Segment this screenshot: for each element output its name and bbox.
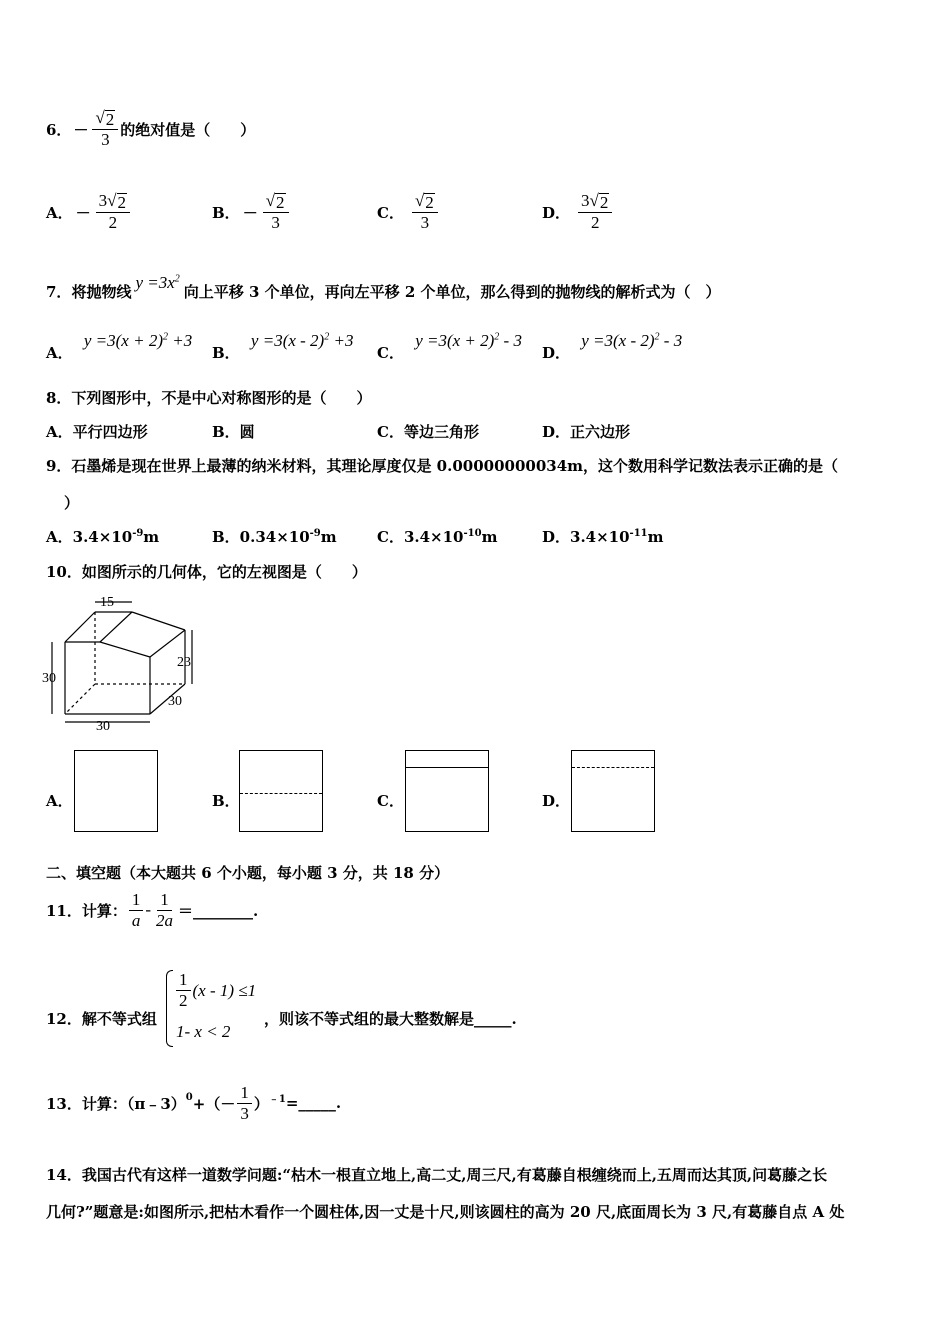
option-expr: y =3(x + 2) — [415, 331, 495, 350]
frac-num: 1 — [129, 890, 144, 911]
q13-mid: +（－ — [192, 1094, 236, 1113]
q8-option-c[interactable]: C．等边三角形 — [377, 423, 479, 441]
question-8: 8．下列图形中，不是中心对称图形的是（ ） — [46, 389, 372, 407]
frac-den: 3 — [420, 213, 430, 232]
edge — [100, 612, 132, 642]
frac-den: 2 — [590, 213, 600, 232]
option-label: D． — [542, 203, 571, 222]
q8-option-b[interactable]: B．圆 — [212, 423, 255, 441]
q10-option-d-label[interactable]: D． — [542, 792, 571, 810]
option-exp: 2 — [162, 331, 168, 343]
q13-close: ） — [253, 1094, 269, 1113]
q7-formula-base: y =3x — [135, 273, 175, 292]
q6-text: 的绝对值是（ ） — [120, 120, 256, 139]
question-7 — [46, 272, 721, 310]
option-sign: － — [242, 203, 258, 222]
question-6 — [46, 103, 255, 155]
frac-radicand: 2 — [599, 193, 609, 212]
q8-option-a[interactable]: A．平行四边形 — [46, 423, 148, 441]
q10-option-b-hidden-line — [240, 793, 322, 794]
option-tail: - 3 — [659, 331, 683, 350]
option-label: D．3.4×10 — [542, 528, 630, 546]
option-exp: 2 — [324, 331, 330, 343]
option-exp: -11 — [629, 528, 648, 539]
edge — [132, 612, 185, 630]
option-tail: - 3 — [499, 331, 522, 350]
option-fraction: 3 √ 2 2 — [96, 191, 130, 233]
q10-option-d-hidden-line — [572, 767, 654, 768]
q6-number: 6． — [46, 120, 72, 139]
option-tail: +3 — [167, 331, 193, 350]
q11-minus: - — [145, 900, 152, 919]
option-expr: y =3(x - 2) — [581, 331, 655, 350]
q13-prefix: 13．计算：（π﹣3） — [46, 1094, 186, 1113]
q11-prefix: 11．计算： — [46, 901, 127, 920]
edge — [65, 612, 95, 642]
frac-den: 3 — [271, 213, 280, 232]
q8-option-d[interactable]: D．正六边形 — [542, 423, 631, 441]
option-fraction: √ 2 3 — [263, 191, 289, 233]
q6-fraction: √ 2 3 — [92, 108, 118, 150]
frac-coef: 3 — [98, 191, 108, 210]
q11-suffix: ＝________. — [178, 901, 259, 920]
frac-den: 3 — [240, 1103, 249, 1123]
q6-option-c[interactable] — [377, 186, 440, 238]
question-10: 10．如图所示的几何体，它的左视图是（ ） — [46, 563, 367, 581]
option-label: B． — [212, 344, 240, 362]
frac-den: a — [131, 910, 141, 930]
option-fraction: 3 √ 2 2 — [578, 191, 612, 233]
question-9: 9．石墨烯是现在世界上最薄的纳米材料，其理论厚度仅是 0.00000000034m，这个数用科学记数法表示正确的是（ — [46, 457, 839, 475]
option-label: D． — [542, 344, 571, 362]
q7-formula-exp: 2 — [174, 273, 180, 285]
option-label: A． — [46, 203, 73, 222]
question-13 — [46, 1078, 341, 1128]
option-fraction: √ 2 3 — [412, 191, 438, 233]
frac-den: 2 — [108, 213, 118, 232]
q9-option-b[interactable] — [212, 526, 337, 547]
option-label: C． — [377, 344, 404, 362]
edge — [150, 630, 185, 657]
q10-option-c-visible-line — [406, 767, 488, 768]
q7-option-b[interactable] — [212, 330, 353, 360]
q6-option-a[interactable] — [46, 186, 132, 238]
option-exp: 2 — [654, 331, 660, 343]
q7-formula — [135, 273, 179, 293]
option-unit: m — [481, 528, 498, 546]
option-label: B． — [212, 203, 240, 222]
frac-num: 1 — [176, 970, 191, 991]
q10-solid-figure — [40, 592, 200, 734]
q12-line-1 — [174, 970, 256, 1011]
frac-coef: 3 — [581, 191, 590, 210]
q12-line-1-rest: (x - 1) ≤1 — [192, 980, 257, 1000]
q10-option-c-label[interactable]: C． — [377, 792, 404, 810]
frac-den: 2 — [179, 991, 188, 1010]
q11-fraction-2 — [153, 890, 176, 931]
question-14-line-1: 14．我国古代有这样一道数学问题:“枯木一根直立地上,高二丈,周三尺,有葛藤自根缠绕而上,五周而达其顶,问葛藤之长 — [46, 1166, 828, 1184]
q7-text-before: 将抛物线 — [71, 282, 132, 301]
q7-text-after: 向上平移 3 个单位，再向左平移 2 个单位，那么得到的抛物线的解析式为（ ） — [183, 282, 721, 301]
frac-num: 1 — [237, 1083, 252, 1104]
q7-number: 7． — [46, 282, 72, 301]
q12-suffix: ，则该不等式组的最大整数解是_____. — [264, 1010, 517, 1028]
q13-exp0: 0 — [185, 1091, 193, 1103]
option-unit: m — [143, 528, 160, 546]
option-sign: － — [75, 203, 91, 222]
q7-option-d[interactable] — [542, 330, 682, 360]
q10-option-a-figure[interactable] — [74, 750, 158, 832]
q7-option-c[interactable] — [377, 330, 522, 360]
frac-radicand: 2 — [117, 193, 126, 212]
q12-line-2: 1- x < 2 — [176, 1022, 231, 1041]
q6-frac-den: 3 — [101, 130, 110, 149]
option-label: C．3.4×10 — [377, 528, 464, 546]
question-14-line-2: 几何?”题意是:如图所示,把枯木看作一个圆柱体,因一丈是十尺,则该圆柱的高为 20 尺,底面周长为 3 尺,有葛藤自点 A 处 — [46, 1203, 845, 1221]
question-9-cont: ） — [64, 494, 80, 512]
q11-fraction-1 — [129, 890, 144, 931]
dim-top: 15 — [100, 595, 114, 610]
option-unit: m — [647, 528, 664, 546]
option-expr: y =3(x + 2) — [83, 331, 163, 350]
frac-radicand: 2 — [276, 193, 285, 212]
q13-exp1: ﹣1 — [268, 1093, 286, 1105]
option-exp: -9 — [309, 528, 321, 539]
q10-option-b-figure[interactable] — [239, 750, 323, 832]
q13-fraction — [237, 1083, 252, 1124]
dim-right-mid: 23 — [177, 655, 191, 670]
q9-option-a[interactable] — [46, 526, 159, 547]
option-exp: -9 — [132, 528, 144, 539]
edge — [100, 642, 150, 657]
q7-option-a[interactable] — [46, 330, 192, 360]
frac-radicand: 2 — [425, 193, 434, 212]
q12-prefix: 12．解不等式组 — [46, 1010, 157, 1028]
section-title: 二、填空题（本大题共 6 个小题，每小题 3 分，共 18 分） — [46, 864, 450, 882]
option-unit: m — [320, 528, 337, 546]
q13-suffix: =_____. — [285, 1094, 342, 1112]
option-label: C． — [377, 203, 404, 222]
q6-frac-num: 2 — [105, 110, 115, 129]
dim-right-bottom: 30 — [168, 694, 182, 709]
option-label: B．0.34×10 — [212, 528, 310, 546]
dim-left: 30 — [42, 671, 56, 686]
option-exp: 2 — [494, 331, 500, 343]
hidden-edge — [65, 684, 95, 714]
q12-brace — [166, 970, 173, 1047]
option-exp: -10 — [463, 528, 482, 539]
frac-den: 2a — [156, 910, 174, 930]
q6-option-d[interactable] — [542, 186, 614, 238]
question-11 — [46, 886, 258, 934]
q10-option-c-figure[interactable] — [405, 750, 489, 832]
option-label: A．3.4×10 — [46, 528, 133, 546]
option-expr: y =3(x - 2) — [250, 331, 325, 350]
q10-option-a-label[interactable]: A． — [46, 792, 73, 810]
q6-neg: － — [73, 120, 89, 139]
q9-option-c[interactable] — [377, 526, 497, 547]
frac-num: 1 — [157, 890, 172, 911]
q10-option-d-figure[interactable] — [571, 750, 655, 832]
q6-option-b[interactable] — [212, 186, 291, 238]
q10-option-b-label[interactable]: B． — [212, 792, 240, 810]
option-label: A． — [46, 344, 73, 362]
dim-bottom: 30 — [96, 719, 110, 734]
q9-option-d[interactable] — [542, 526, 664, 547]
option-tail: +3 — [329, 331, 354, 350]
